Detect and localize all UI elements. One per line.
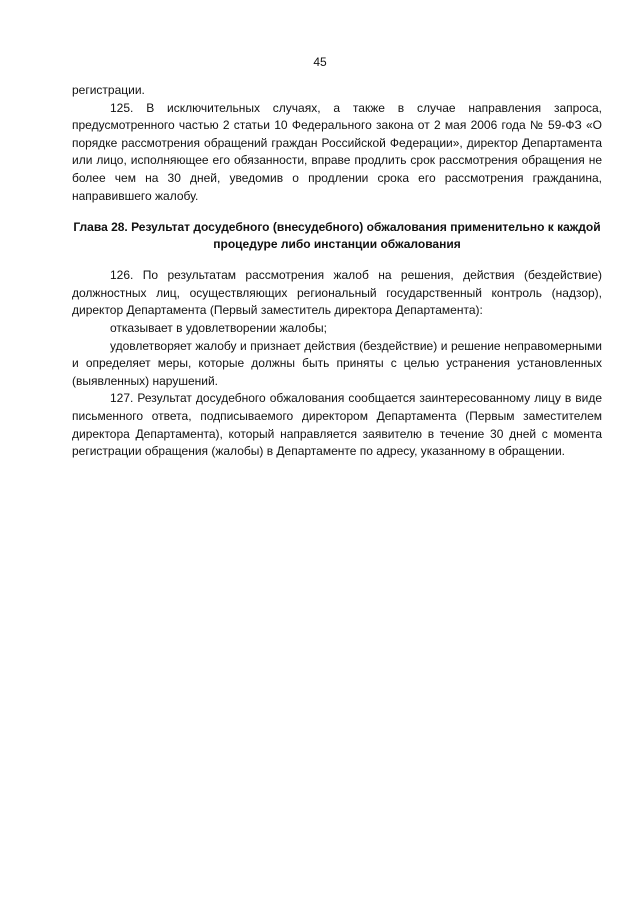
document-body — [72, 82, 602, 461]
paragraph-125: 125. В исключительных случаях, а также в случае направления запроса, предусмотренного частью 2 статьи 10 Федерального закона от 2 мая 2006 года № 59-ФЗ «О порядке рассмотрения обращений граждан Российской Федерации», директор Департамента или лицо, исполняющее его обязанности, вправе продлить срок рассмотрения обращения не более чем на 30 дней, уведомив о продлении срока его рассмотрения гражданина, направившего жалобу. — [72, 100, 602, 203]
paragraph-126-item-b: удовлетворяет жалобу и признает действия (бездействие) и решение неправомерными и определяет меры, которые должны быть приняты с целью устранения установленных (выявленных) нарушений. — [72, 338, 602, 388]
page-number: 45 — [313, 55, 327, 69]
chapter-heading: Глава 28. Результат досудебного (внесудебного) обжалования применительно к каждой процедуре либо инстанции обжалования — [73, 220, 601, 252]
paragraph-127: 127. Результат досудебного обжалования сообщается заинтересованному лицу в виде письменного ответа, подписываемого директором Департамента (Первым заместителем директора Департамента), который направляется заявителю в течение 30 дней с момента регистрации обращения (жалобы) в Департаменте по адресу, указанному в обращении. — [72, 391, 602, 459]
paragraph-continuation: регистрации. — [72, 83, 145, 97]
paragraph-126-item-a: отказывает в удовлетворении жалобы; — [110, 320, 327, 335]
paragraph-126: 126. По результатам рассмотрения жалоб на решения, действия (бездействие) должностных лиц, осуществляющих региональный государственный контроль (надзор), директор Департамента (Первый заместитель директора Департамента): — [72, 268, 602, 318]
